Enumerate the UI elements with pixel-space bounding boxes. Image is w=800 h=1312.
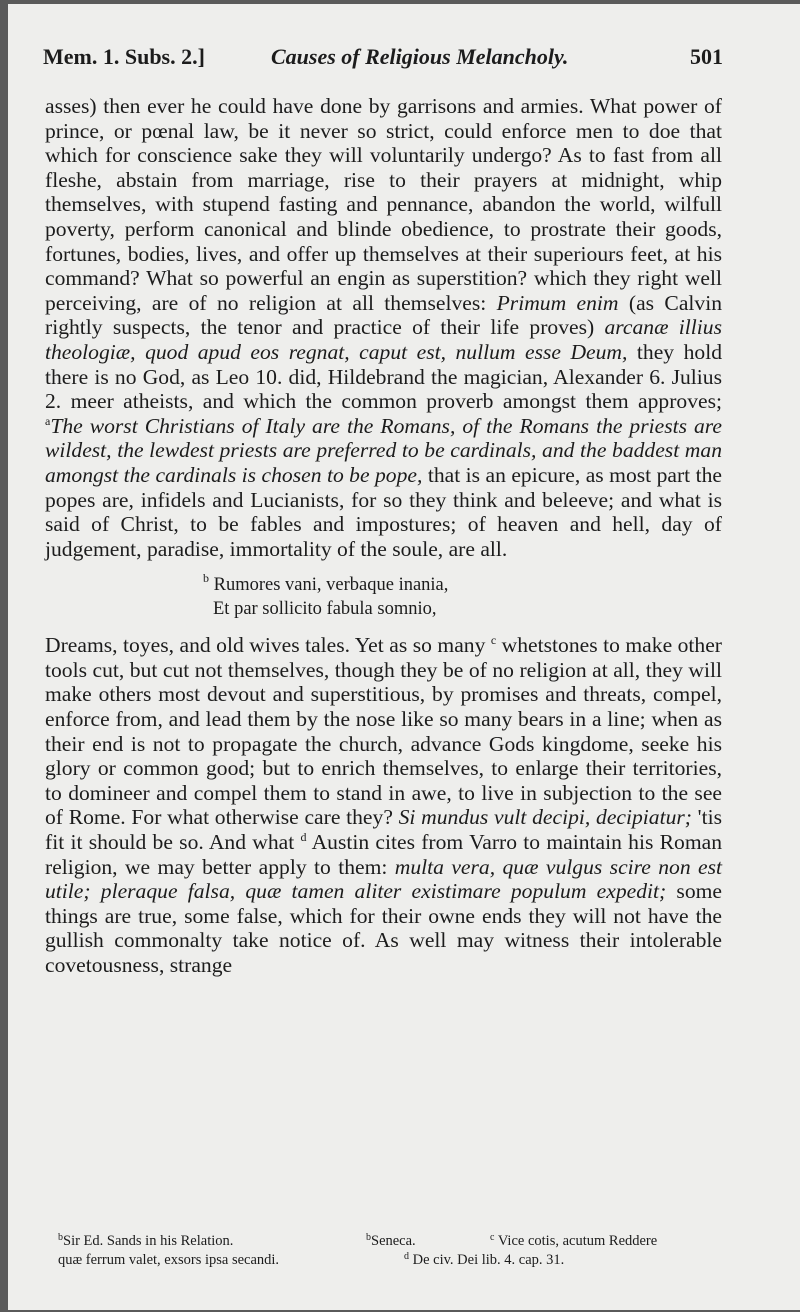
footnote-b-seneca <box>366 1232 416 1251</box>
text-run: Austin cites from Varro to maintain his Roman religion, we may better apply to them: <box>45 830 722 879</box>
footnote-text: Seneca. <box>371 1233 416 1249</box>
text-run: they hold there is no God, as Leo 10. did, Hildebrand the magician, Alexander 6. Julius 2. meer atheists, and which the common proverb amongst them approves; <box>45 339 722 414</box>
footnote-marker: c <box>490 1232 495 1243</box>
footnote-text: De civ. Dei lib. 4. cap. 31. <box>412 1252 565 1268</box>
text-run: 'tis fit it should be so. And what <box>45 805 722 855</box>
footnote-marker: c <box>490 633 497 648</box>
text-run: (as Calvin rightly suspects, the tenor and practice of their life proves) <box>45 290 723 340</box>
verse-quotation <box>45 573 722 621</box>
book-page <box>8 4 800 1310</box>
footnote-text: Sir Ed. Sands in his Relation. <box>63 1233 234 1249</box>
verse-line-1-text: Rumores vani, verbaque inania, <box>213 575 449 596</box>
footnote-marker-b: b <box>203 571 209 586</box>
italic-text: The worst Christians of Italy are the Romans, of the Romans the priests are wildest, the lewdest priests are preferred to be cardinals, and the baddest man amongst the cardinals is chosen to be pope, <box>45 413 722 487</box>
italic-text: Si mundus vult decipi, decipiatur; <box>398 805 692 830</box>
paragraph-2 <box>45 633 722 977</box>
text-run: asses) then ever he could have done by garrisons and armies. What power of prince, or pœnal law, be it never so strict, could enforce men to doe that which for conscience sake they will voluntarily undergo? As to fast from all fleshe, abstain from marriage, rise to their prayers at midnight, whip themselves, with stupend fasting and pennance, abandon the world, wilfull poverty, perform canonical and blinde obedience, to prostrate their goods, fortunes, bodies, lives, and offer up themselves at their superiours feet, at his command? What so powerful an engin as superstition? which they right well perceiving, are of no religion at all themselves: <box>45 94 722 315</box>
verse-line-1 <box>45 573 722 597</box>
main-text <box>45 94 722 978</box>
footnote-c-continued: quæ ferrum valet, exsors ipsa secandi. <box>58 1252 280 1268</box>
running-title: Causes of Religious Melancholy. <box>271 44 569 69</box>
footnote-text: Vice cotis, acutum Reddere <box>497 1233 658 1249</box>
text-run: whetstones to make other tools cut, but cut not themselves, though they be of no religion at all, they will make others most devout and superstitious, by promises and threats, compel, enforce from, and lead them by the nose like so many bears in a line; when as their end is not to propagate the church, advance Gods kingdome, seeke his glory or common good; but to enrich themselves, to enlarge their territories, to domineer and compel them to stand in awe, to live in subjection to the see of Rome. For what otherwise care they? <box>45 633 723 830</box>
running-header <box>43 44 723 78</box>
text-run: that is an epicure, as most part the popes are, infidels and Lucianists, for so they think and beleeve; and what is said of Christ, to be fables and impostures; of heaven and hell, day of judgement, paradise, immortality of the soule, are all. <box>45 462 722 561</box>
italic-text: Primum enim <box>496 290 619 315</box>
paragraph-1 <box>45 94 722 561</box>
footnote-b-sands <box>58 1232 233 1251</box>
footnote-marker: d <box>404 1251 409 1262</box>
text-run: Dreams, toyes, and old wives tales. Yet as so many <box>45 633 491 658</box>
page-number: 501 <box>690 44 723 69</box>
section-reference: Mem. 1. Subs. 2.] <box>43 44 205 69</box>
italic-text: arcanæ illius theologiæ, quod apud eos regnat, caput est, nullum esse Deum, <box>45 315 722 364</box>
footnote-marker: d <box>300 830 307 845</box>
text-run: some things are true, some false, which for their owne ends they will not have the gullish commonalty take notice of. As well may witness their intolerable covetousness, strange <box>45 879 722 977</box>
footnote-c <box>490 1232 657 1251</box>
footnote-d <box>404 1251 564 1270</box>
verse-line-2: Et par sollicito fabula somnio, <box>213 599 437 620</box>
footnote-marker: a <box>45 413 51 428</box>
italic-text: multa vera, quæ vulgus scire non est utile; pleraque falsa, quæ tamen aliter existimare populum expedit; <box>45 854 722 904</box>
footnote-marker: b <box>58 1232 63 1243</box>
footnote-marker: b <box>366 1232 371 1243</box>
